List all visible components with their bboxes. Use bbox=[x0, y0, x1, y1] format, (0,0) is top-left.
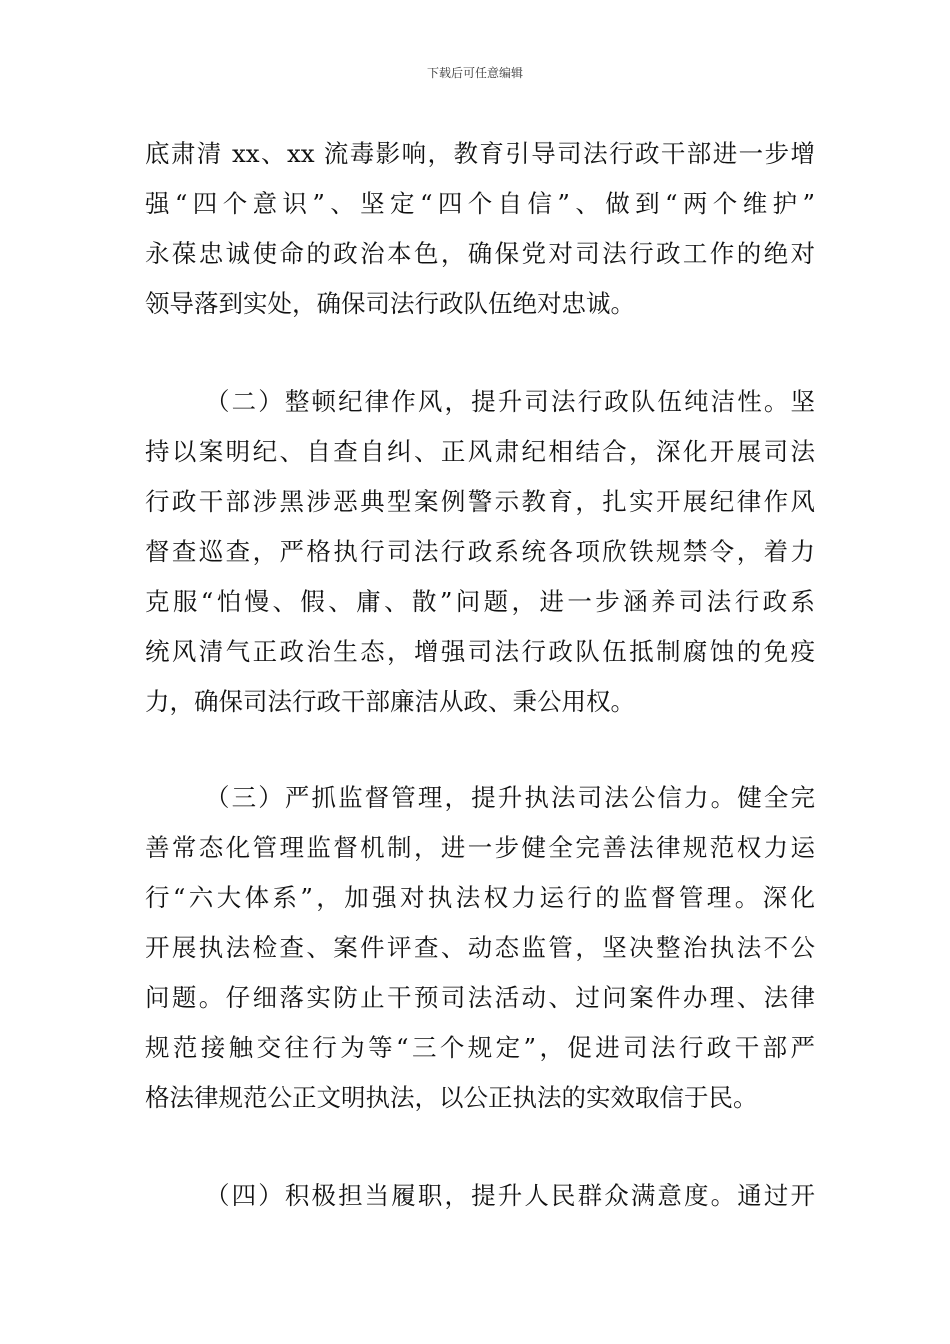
text-line: 力，确保司法行政干部廉洁从政、秉公用权。 bbox=[145, 687, 635, 716]
text-line: （四）积极担当履职，提升人民群众满意度。通过开 bbox=[205, 1181, 815, 1210]
text-line: 问题。仔细落实防止干预司法活动、过问案件办理、法律 bbox=[145, 983, 815, 1012]
text-line: （二）整顿纪律作风，提升司法行政队伍纯洁性。坚 bbox=[205, 387, 815, 416]
text-line: 持以案明纪、自查自纠、正风肃纪相结合，深化开展司法 bbox=[145, 437, 815, 466]
text-line: 底肃清 xx、xx 流毒影响，教育引导司法行政干部进一步增 bbox=[145, 139, 815, 168]
text-line: 永葆忠诚使命的政治本色，确保党对司法行政工作的绝对 bbox=[145, 239, 815, 268]
text-line: 领导落到实处，确保司法行政队伍绝对忠诚。 bbox=[145, 289, 635, 318]
page-header: 下载后可任意编辑 bbox=[426, 66, 523, 80]
text-line: 统风清气正政治生态，增强司法行政队伍抵制腐蚀的免疫 bbox=[145, 637, 815, 666]
text-line: 行“六大体系”，加强对执法权力运行的监督管理。深化 bbox=[145, 883, 815, 912]
text-line: 克服“怕慢、假、庸、散”问题，进一步涵养司法行政系 bbox=[145, 587, 815, 616]
text-line: 开展执法检查、案件评查、动态监管，坚决整治执法不公 bbox=[145, 933, 815, 962]
text-line: 督查巡查，严格执行司法行政系统各项欣铁规禁令，着力 bbox=[145, 537, 815, 566]
text-line: 行政干部涉黑涉恶典型案例警示教育，扎实开展纪律作风 bbox=[145, 487, 815, 516]
text-line: 强“四个意识”、坚定“四个自信”、做到“两个维护” bbox=[145, 189, 815, 218]
text-line: （三）严抓监督管理，提升执法司法公信力。健全完 bbox=[205, 783, 815, 812]
text-line: 格法律规范公正文明执法，以公正执法的实效取信于民。 bbox=[145, 1083, 758, 1112]
text-line: 善常态化管理监督机制，进一步健全完善法律规范权力运 bbox=[145, 833, 815, 862]
text-line: 规范接触交往行为等“三个规定”，促进司法行政干部严 bbox=[145, 1033, 815, 1062]
